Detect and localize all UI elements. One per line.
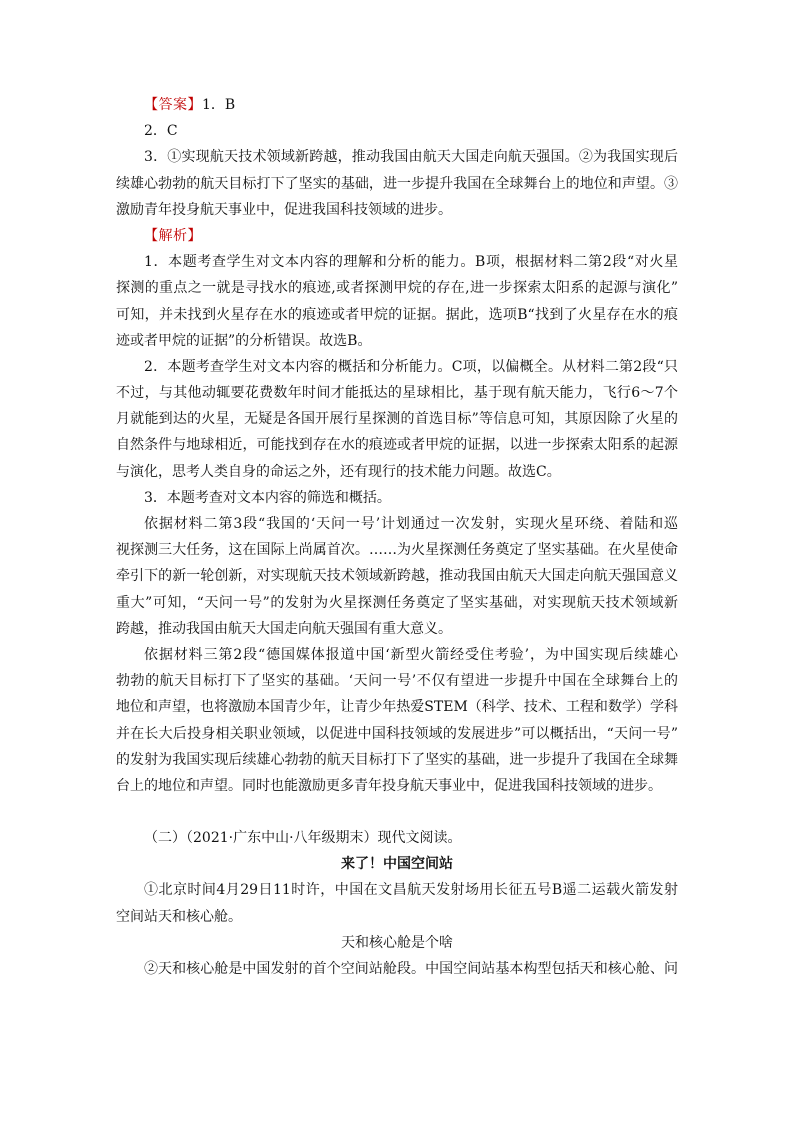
answer-item-3-line-2: 续雄心勃勃的航天目标打下了坚实的基础，进一步提升我国在全球舞台上的地位和声望。③ — [116, 175, 678, 192]
section-gap — [116, 799, 678, 825]
analysis-p4-line-3: 牵引下的新一轮创新，对实现航天技术领域新跨越，推动我国由航天大国走向航天强国意义 — [116, 568, 678, 585]
section2-p1-line-2: 空间站天和核心舱。 — [116, 908, 242, 925]
analysis-p2-line-4: 自然条件与地球相近，可能找到存在水的痕迹或者甲烷的证据，以进一步探索太阳系的起源 — [116, 437, 678, 454]
analysis-p5-line-3: 地位和声望，也将激励本国青少年，让青少年热爱STEM（科学、技术、工程和数学）学科 — [116, 699, 678, 716]
analysis-p5-line-6: 台上的地位和声望。同时也能激励更多青年投身航天事业中，促进我国科技领域的进步。 — [116, 777, 662, 794]
analysis-p2-line-3: 月就能到达的火星，无疑是各国开展行星探测的首选目标”等信息可知，其原因除了火星的 — [116, 411, 678, 428]
section2-header: （二）（2021·广东中山·八年级期末）现代文阅读。 — [144, 830, 462, 847]
analysis-p2-line-5: 与演化，思考人类自身的命运之外，还有现行的技术能力问题。故选C。 — [116, 463, 561, 480]
analysis-p5-line-2: 勃勃的航天目标打下了坚实的基础。‘天问一号’不仅有望进一步提升中国在全球舞台上的 — [116, 673, 678, 690]
section2-p2-line-1: ②天和核心舱是中国发射的首个空间站舱段。中国空间站基本构型包括天和核心舱、问 — [144, 961, 678, 977]
answer-item-2: 2．C — [144, 123, 178, 140]
answer-line-1 — [116, 92, 678, 118]
analysis-p1-line-1: 1．本题考查学生对文本内容的理解和分析的能力。B项，根据材料二第2段“对火星 — [144, 254, 678, 271]
analysis-p4-line-5: 跨越，推动我国由航天大国走向航天强国有重大意义。 — [116, 620, 452, 637]
analysis-p3-line-1: 3．本题考查对文本内容的筛选和概括。 — [144, 489, 391, 506]
section2-p1-line-1: ①北京时间4月29日11时许，中国在文昌航天发射场用长征五号B遥二运载火箭发射 — [144, 882, 678, 899]
analysis-p1-line-2: 探测的重点之一就是寻找水的痕迹,或者探测甲烷的存在,进一步探索太阳系的起源与演化” — [116, 280, 678, 297]
analysis-p4-line-2: 视探测三大任务，这在国际上尚属首次。……为火星探测任务奠定了坚实基础。在火星使命 — [116, 542, 678, 559]
analysis-p4-line-4: 重大”可知，“天问一号”的发射为火星探测任务奠定了坚实基础，对实现航天技术领域新 — [116, 594, 678, 611]
analysis-p4-line-1: 依据材料二第3段“我国的‘天问一号’计划通过一次发射，实现火星环绕、着陆和巡 — [144, 516, 678, 532]
analysis-p1-line-3: 可知，并未找到火星存在水的痕迹或者甲烷的证据。据此，选项B“找到了火星存在水的痕 — [116, 306, 678, 323]
section2-subtitle: 天和核心舱是个啥 — [341, 934, 453, 951]
analysis-p5-line-5: 的发射为我国实现后续雄心勃勃的航天目标打下了坚实的基础，进一步提升了我国在全球舞 — [116, 751, 678, 768]
section2-title: 来了！中国空间站 — [341, 856, 453, 873]
analysis-label: 【解析】 — [144, 227, 202, 244]
analysis-p5-line-1: 依据材料三第2段“德国媒体报道中国‘新型火箭经受住考验’，为中国实现后续雄心 — [144, 646, 678, 663]
analysis-label-line — [116, 223, 678, 249]
analysis-p1-line-4: 迹或者甲烷的证据”的分析错误。故选B。 — [116, 332, 372, 349]
analysis-p2-line-2: 不过，与其他动辄要花费数年时间才能抵达的星球相比，基于现有航天能力，飞行6～7个 — [116, 385, 678, 402]
answer-item-1: 1．B — [202, 97, 236, 113]
document-page — [116, 92, 678, 982]
analysis-p5-line-4: 并在长大后投身相关职业领域，以促进中国科技领域的发展进步”可以概括出，“天问一号” — [116, 725, 678, 742]
analysis-p2-line-1: 2．本题考查学生对文本内容的概括和分析能力。C项，以偏概全。从材料二第2段“只 — [144, 358, 678, 375]
answer-label: 【答案】 — [144, 97, 202, 113]
answer-item-3-line-1: 3．①实现航天技术领域新跨越，推动我国由航天大国走向航天强国。②为我国实现后 — [144, 149, 678, 166]
answer-item-3-line-3: 激励青年投身航天事业中，促进我国科技领域的进步。 — [116, 201, 452, 218]
